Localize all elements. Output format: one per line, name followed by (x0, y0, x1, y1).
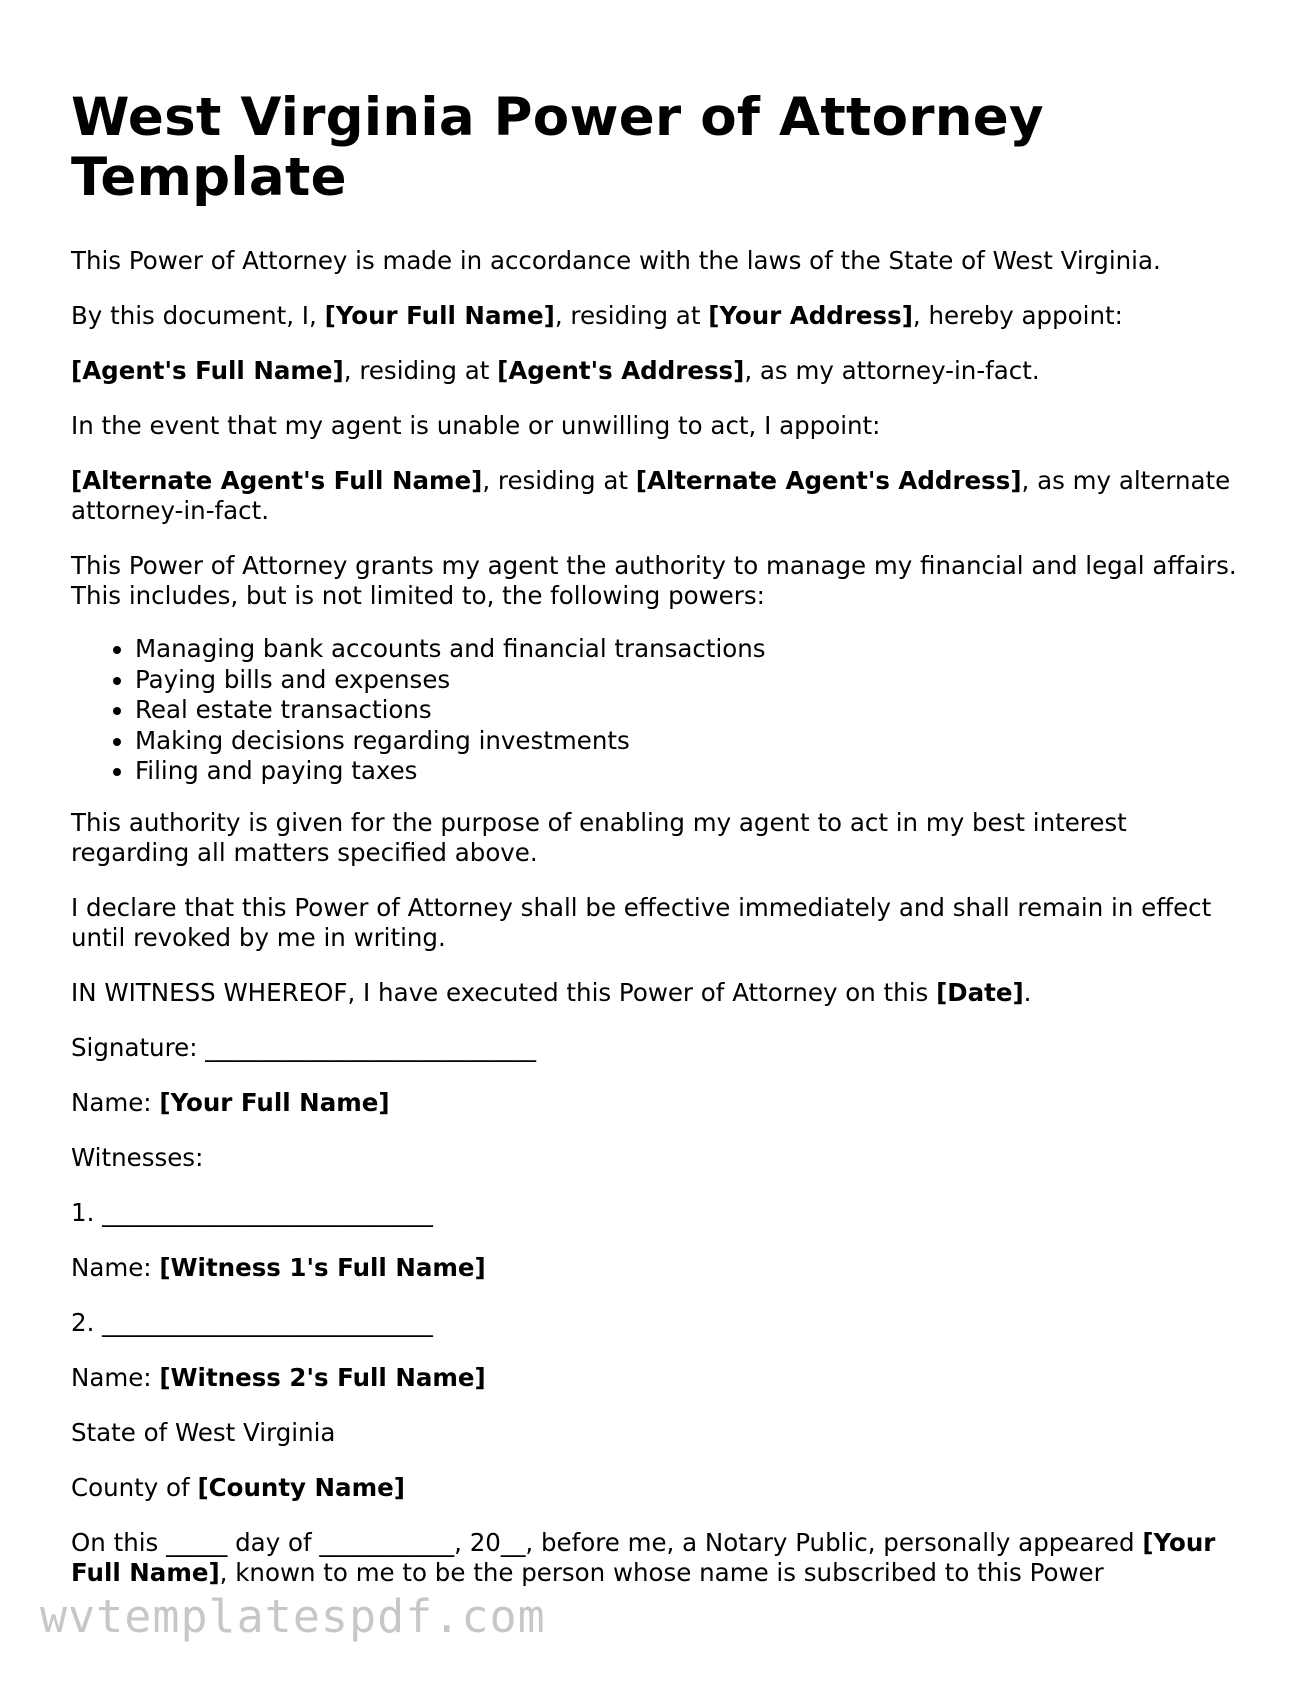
principal-name-placeholder: [Your Full Name] (71, 1527, 1216, 1587)
text: , residing at (343, 356, 498, 385)
witness-1-name-placeholder: [Witness 1's Full Name] (159, 1252, 486, 1282)
witness-1-signature-line: 1. ___________________________ (71, 1197, 433, 1227)
document-page (71, 88, 1241, 1613)
witness-2-name-line (71, 1363, 1241, 1393)
purpose-paragraph: This authority is given for the purpose of enabling my agent to act in my best interest regarding all matters specified above. (71, 807, 1127, 867)
list-item: • Filing and paying taxes (135, 756, 1241, 787)
effective-paragraph: I declare that this Power of Attorney shall be effective immediately and shall remain in effect until revoked by me in writing. (71, 892, 1212, 952)
alternate-agent-paragraph (71, 466, 1241, 526)
alternate-intro-paragraph: In the event that my agent is unable or unwilling to act, I appoint: (71, 411, 881, 440)
watermark: wvtemplatespdf.com (40, 1590, 546, 1643)
principal-paragraph (71, 301, 1241, 331)
witness-whereof-paragraph (71, 978, 1241, 1008)
principal-name-placeholder: [Your Full Name] (159, 1087, 390, 1117)
agent-name-placeholder: [Agent's Full Name] (71, 356, 344, 385)
principal-address-placeholder: [Your Address] (708, 301, 913, 330)
agent-paragraph (71, 356, 1241, 386)
text: Name: (71, 1252, 160, 1282)
text: IN WITNESS WHEREOF, I have executed this Power of Attorney on this (71, 977, 937, 1007)
alternate-agent-name-placeholder: [Alternate Agent's Full Name] (71, 466, 483, 495)
list-item: • Managing bank accounts and financial transactions (135, 634, 1241, 665)
agent-address-placeholder: [Agent's Address] (497, 356, 745, 385)
text: By this document, I, (71, 301, 325, 330)
text: Name: (71, 1087, 160, 1117)
text: , residing at (482, 466, 636, 495)
witness-1-name-line (71, 1253, 1241, 1283)
date-placeholder: [Date] (936, 977, 1024, 1007)
witness-2-name-placeholder: [Witness 2's Full Name] (159, 1362, 486, 1392)
text: County of (71, 1472, 198, 1502)
text: , known to me to be the person whose name is subscribed to this Power (219, 1557, 1104, 1587)
list-item: • Real estate transactions (135, 695, 1241, 726)
text: Name: (71, 1362, 160, 1392)
principal-name-line (71, 1088, 1241, 1118)
witness-2-signature-line: 2. ___________________________ (71, 1307, 433, 1337)
intro-paragraph: This Power of Attorney is made in accordance with the laws of the State of West Virginia. (71, 246, 1161, 275)
signature-line: Signature: ___________________________ (71, 1032, 536, 1062)
witnesses-heading: Witnesses: (71, 1142, 204, 1172)
text: , as my alternate attorney-in-fact. (71, 466, 1231, 525)
document-title: West Virginia Power of Attorney Template (71, 87, 1044, 208)
authority-paragraph: This Power of Attorney grants my agent the authority to manage my financial and legal affairs. This includes, but is not limited to, the following powers: (71, 551, 1237, 610)
text: , as my attorney-in-fact. (744, 356, 1040, 385)
list-item: • Making decisions regarding investments (135, 726, 1241, 757)
list-item: • Paying bills and expenses (135, 665, 1241, 696)
text: , residing at (554, 301, 709, 330)
principal-name-placeholder: [Your Full Name] (324, 301, 555, 330)
text: . (1023, 977, 1032, 1007)
county-line (71, 1473, 1241, 1503)
county-name-placeholder: [County Name] (197, 1472, 405, 1502)
state-line: State of West Virginia (71, 1417, 336, 1447)
alternate-agent-address-placeholder: [Alternate Agent's Address] (635, 466, 1022, 495)
text: On this _____ day of ___________, 20__, before me, a Notary Public, personally appeared (71, 1527, 1143, 1557)
notary-paragraph (71, 1528, 1241, 1588)
powers-list (71, 634, 1241, 787)
text: , hereby appoint: (912, 301, 1123, 330)
